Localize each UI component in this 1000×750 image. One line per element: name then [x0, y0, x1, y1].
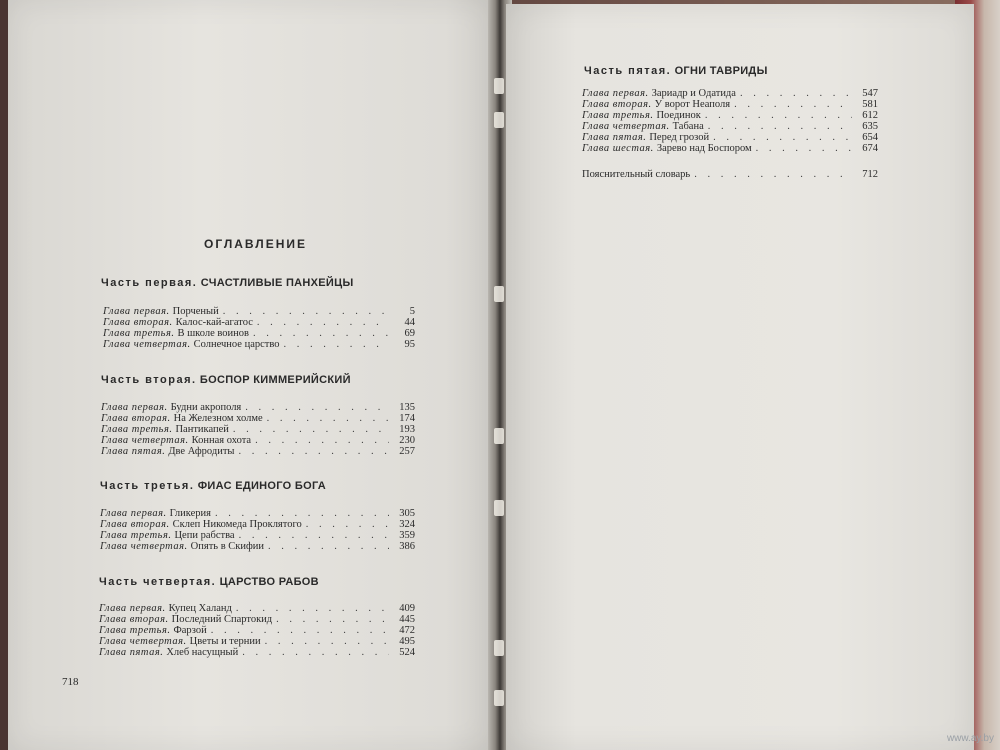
chapter-row: Глава четвертая. Солнечное царство . . . 95: [103, 339, 415, 350]
chapter-row: Глава первая. Гликерия . . . 305: [100, 508, 415, 519]
chapter-row: Глава вторая. Последний Спартокид . . . 445: [99, 614, 415, 625]
chapter-row: Глава четвертая. Опять в Скифии . . . 386: [100, 541, 415, 552]
part-title: Часть четвертая. ЦАРСТВО РАБОВ: [99, 576, 319, 588]
binding-thread: [494, 500, 504, 516]
chapter-list: [100, 508, 415, 552]
binding-thread: [494, 640, 504, 656]
chapter-list: [103, 306, 415, 350]
binding-thread: [494, 112, 504, 128]
chapter-row: Глава четвертая. Конная охота . . . 230: [101, 435, 415, 446]
part-title: Часть третья. ФИАС ЕДИНОГО БОГА: [100, 480, 327, 492]
right-page: [506, 4, 974, 750]
chapter-row: Глава третья. Пантикапей . . . 193: [101, 424, 415, 435]
chapter-row: Глава третья. В школе воинов . . . 69: [103, 328, 415, 339]
contents-heading: ОГЛАВЛЕНИЕ: [204, 237, 308, 251]
watermark: www.ay.by: [946, 733, 994, 744]
chapter-row: Глава первая. Будни акрополя . . . 135: [101, 402, 415, 413]
binding-thread: [494, 286, 504, 302]
chapter-row: Глава первая. Купец Халанд . . . 409: [99, 603, 415, 614]
left-page: [8, 0, 494, 750]
chapter-row: Глава четвертая. Табана . . . 635: [582, 121, 878, 132]
part-title: Часть вторая. БОСПОР КИММЕРИЙСКИЙ: [101, 374, 351, 386]
chapter-row: Глава третья. Фарзой . . . 472: [99, 625, 415, 636]
chapter-row: Глава вторая. Калос-кай-агатос . . . 44: [103, 317, 415, 328]
chapter-list: [101, 402, 415, 457]
chapter-row: Глава третья. Поединок . . . 612: [582, 110, 878, 121]
chapter-row: Глава третья. Цепи рабства . . . 359: [100, 530, 415, 541]
chapter-list: [99, 603, 415, 658]
chapter-row: Глава пятая. Хлеб насущный . . . 524: [99, 647, 415, 658]
chapter-row: Глава первая. Зариадр и Одатида . . . 547: [582, 88, 878, 99]
chapter-row: Глава первая. Порченый . . . 5: [103, 306, 415, 317]
chapter-row: Глава вторая. У ворот Неаполя . . . 581: [582, 99, 878, 110]
chapter-row: Глава четвертая. Цветы и тернии . . . 495: [99, 636, 415, 647]
part-title: Часть пятая. ОГНИ ТАВРИДЫ: [584, 65, 768, 77]
chapter-list: [582, 88, 878, 154]
chapter-row: Глава вторая. На Железном холме . . . 174: [101, 413, 415, 424]
chapter-row: Глава пятая. Перед грозой . . . 654: [582, 132, 878, 143]
binding-thread: [494, 428, 504, 444]
glossary-entry: Пояснительный словарь . . . 712: [582, 169, 878, 180]
binding-thread: [494, 78, 504, 94]
chapter-row: Глава вторая. Склеп Никомеда Проклятого . . . 324: [100, 519, 415, 530]
part-title: Часть первая. СЧАСТЛИВЫЕ ПАНХЕЙЦЫ: [101, 277, 354, 289]
chapter-row: Глава пятая. Две Афродиты . . . 257: [101, 446, 415, 457]
chapter-row: Глава шестая. Зарево над Боспором . . . 674: [582, 143, 878, 154]
binding-thread: [494, 690, 504, 706]
page-number: 718: [62, 676, 79, 688]
